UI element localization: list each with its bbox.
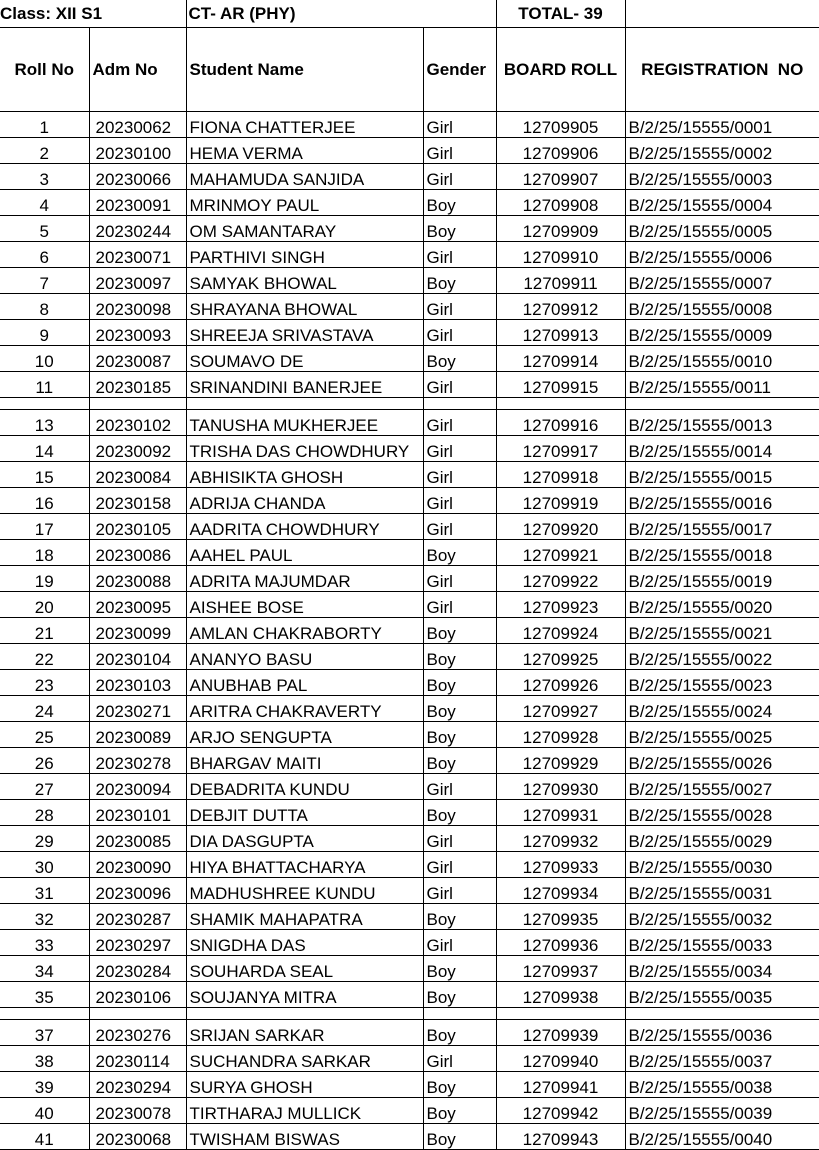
student-name-cell: SRINANDINI BANERJEE xyxy=(186,372,423,398)
registration-no-cell: B/2/25/15555/0008 xyxy=(625,294,819,320)
adm-no-cell: 20230087 xyxy=(89,346,186,372)
registration-no-cell: B/2/25/15555/0035 xyxy=(625,982,819,1008)
table-row xyxy=(0,592,819,618)
roll-no-cell: 31 xyxy=(0,878,89,904)
board-roll-cell: 12709927 xyxy=(496,696,625,722)
roll-no-cell: 8 xyxy=(0,294,89,320)
student-name-cell: SHRAYANA BHOWAL xyxy=(186,294,423,320)
registration-no-cell: B/2/25/15555/0024 xyxy=(625,696,819,722)
roll-no-cell: 23 xyxy=(0,670,89,696)
board-roll-cell: 12709905 xyxy=(496,112,625,138)
subject-label: CT- AR (PHY) xyxy=(186,0,496,28)
student-name-cell: SAMYAK BHOWAL xyxy=(186,268,423,294)
adm-no-cell: 20230096 xyxy=(89,878,186,904)
adm-no-cell: 20230278 xyxy=(89,748,186,774)
gender-cell: Girl xyxy=(423,410,496,436)
gender-cell: Boy xyxy=(423,644,496,670)
student-name-cell: OM SAMANTARAY xyxy=(186,216,423,242)
roll-no-cell: 4 xyxy=(0,190,89,216)
blank-cell xyxy=(423,398,496,410)
board-roll-cell: 12709920 xyxy=(496,514,625,540)
blank-cell xyxy=(625,1008,819,1020)
adm-no-cell: 20230068 xyxy=(89,1124,186,1150)
table-row xyxy=(0,1072,819,1098)
table-row xyxy=(0,982,819,1008)
adm-no-cell: 20230103 xyxy=(89,670,186,696)
student-name-cell: AISHEE BOSE xyxy=(186,592,423,618)
student-name-cell: SOUHARDA SEAL xyxy=(186,956,423,982)
gender-cell: Boy xyxy=(423,956,496,982)
roll-no-cell: 39 xyxy=(0,1072,89,1098)
header-registration-no: REGISTRATION NO xyxy=(625,28,819,112)
roll-no-cell: 38 xyxy=(0,1046,89,1072)
student-name-cell: DEBADRITA KUNDU xyxy=(186,774,423,800)
registration-no-cell: B/2/25/15555/0032 xyxy=(625,904,819,930)
table-row xyxy=(0,774,819,800)
table-row xyxy=(0,618,819,644)
adm-no-cell: 20230098 xyxy=(89,294,186,320)
board-roll-cell: 12709916 xyxy=(496,410,625,436)
adm-no-cell: 20230106 xyxy=(89,982,186,1008)
roll-no-cell: 9 xyxy=(0,320,89,346)
board-roll-cell: 12709940 xyxy=(496,1046,625,1072)
board-roll-cell: 12709937 xyxy=(496,956,625,982)
adm-no-cell: 20230090 xyxy=(89,852,186,878)
table-row xyxy=(0,346,819,372)
table-row xyxy=(0,800,819,826)
blank-cell xyxy=(625,398,819,410)
registration-no-cell: B/2/25/15555/0039 xyxy=(625,1098,819,1124)
table-row xyxy=(0,320,819,346)
registration-no-cell: B/2/25/15555/0029 xyxy=(625,826,819,852)
total-label: TOTAL- 39 xyxy=(496,0,625,28)
roll-no-cell: 35 xyxy=(0,982,89,1008)
gender-cell: Boy xyxy=(423,800,496,826)
table-row xyxy=(0,242,819,268)
student-name-cell: ADRITA MAJUMDAR xyxy=(186,566,423,592)
registration-no-cell: B/2/25/15555/0001 xyxy=(625,112,819,138)
table-row xyxy=(0,1046,819,1072)
roll-no-cell: 24 xyxy=(0,696,89,722)
roll-no-cell: 21 xyxy=(0,618,89,644)
table-row xyxy=(0,216,819,242)
gender-cell: Girl xyxy=(423,514,496,540)
board-roll-cell: 12709943 xyxy=(496,1124,625,1150)
board-roll-cell: 12709929 xyxy=(496,748,625,774)
board-roll-cell: 12709925 xyxy=(496,644,625,670)
student-name-cell: ABHISIKTA GHOSH xyxy=(186,462,423,488)
board-roll-cell: 12709942 xyxy=(496,1098,625,1124)
adm-no-cell: 20230185 xyxy=(89,372,186,398)
gender-cell: Girl xyxy=(423,294,496,320)
gender-cell: Boy xyxy=(423,982,496,1008)
header-roll-no: Roll No xyxy=(0,28,89,112)
student-name-cell: ANUBHAB PAL xyxy=(186,670,423,696)
registration-no-cell: B/2/25/15555/0037 xyxy=(625,1046,819,1072)
student-name-cell: TRISHA DAS CHOWDHURY xyxy=(186,436,423,462)
roll-no-cell: 19 xyxy=(0,566,89,592)
roll-no-cell: 10 xyxy=(0,346,89,372)
student-name-cell: TANUSHA MUKHERJEE xyxy=(186,410,423,436)
table-row xyxy=(0,1098,819,1124)
registration-no-cell: B/2/25/15555/0031 xyxy=(625,878,819,904)
gender-cell: Girl xyxy=(423,878,496,904)
adm-no-cell: 20230088 xyxy=(89,566,186,592)
header-board-roll: BOARD ROLL xyxy=(496,28,625,112)
board-roll-cell: 12709921 xyxy=(496,540,625,566)
board-roll-cell: 12709926 xyxy=(496,670,625,696)
table-row xyxy=(0,696,819,722)
roll-no-cell: 40 xyxy=(0,1098,89,1124)
gender-cell: Boy xyxy=(423,268,496,294)
board-roll-cell: 12709909 xyxy=(496,216,625,242)
header-student-name: Student Name xyxy=(186,28,423,112)
table-row xyxy=(0,164,819,190)
student-name-cell: DIA DASGUPTA xyxy=(186,826,423,852)
gender-cell: Boy xyxy=(423,670,496,696)
blank-cell xyxy=(423,1008,496,1020)
student-name-cell: HEMA VERMA xyxy=(186,138,423,164)
student-name-cell: SNIGDHA DAS xyxy=(186,930,423,956)
roll-no-cell: 15 xyxy=(0,462,89,488)
student-name-cell: SOUJANYA MITRA xyxy=(186,982,423,1008)
roll-no-cell: 13 xyxy=(0,410,89,436)
board-roll-cell: 12709923 xyxy=(496,592,625,618)
gender-cell: Boy xyxy=(423,1072,496,1098)
registration-no-cell: B/2/25/15555/0023 xyxy=(625,670,819,696)
gender-cell: Girl xyxy=(423,566,496,592)
student-name-cell: ARJO SENGUPTA xyxy=(186,722,423,748)
table-row xyxy=(0,112,819,138)
registration-no-cell: B/2/25/15555/0017 xyxy=(625,514,819,540)
registration-no-cell: B/2/25/15555/0022 xyxy=(625,644,819,670)
gender-cell: Girl xyxy=(423,826,496,852)
gender-cell: Girl xyxy=(423,138,496,164)
adm-no-cell: 20230091 xyxy=(89,190,186,216)
table-row xyxy=(0,826,819,852)
registration-no-cell: B/2/25/15555/0006 xyxy=(625,242,819,268)
table-row xyxy=(0,930,819,956)
blank-row xyxy=(0,398,819,410)
board-roll-cell: 12709914 xyxy=(496,346,625,372)
board-roll-cell: 12709911 xyxy=(496,268,625,294)
gender-cell: Girl xyxy=(423,488,496,514)
gender-cell: Girl xyxy=(423,320,496,346)
board-roll-cell: 12709936 xyxy=(496,930,625,956)
roll-no-cell: 41 xyxy=(0,1124,89,1150)
blank-row xyxy=(0,1008,819,1020)
header-adm-no: Adm No xyxy=(89,28,186,112)
roll-no-cell: 27 xyxy=(0,774,89,800)
blank-cell xyxy=(0,1008,89,1020)
board-roll-cell: 12709910 xyxy=(496,242,625,268)
gender-cell: Boy xyxy=(423,216,496,242)
roll-no-cell: 1 xyxy=(0,112,89,138)
table-row xyxy=(0,436,819,462)
board-roll-cell: 12709915 xyxy=(496,372,625,398)
gender-cell: Boy xyxy=(423,1020,496,1046)
table-row xyxy=(0,904,819,930)
student-name-cell: PARTHIVI SINGH xyxy=(186,242,423,268)
registration-no-cell: B/2/25/15555/0021 xyxy=(625,618,819,644)
board-roll-cell: 12709930 xyxy=(496,774,625,800)
registration-no-cell: B/2/25/15555/0003 xyxy=(625,164,819,190)
table-row xyxy=(0,566,819,592)
roll-no-cell: 7 xyxy=(0,268,89,294)
roll-no-cell: 26 xyxy=(0,748,89,774)
roll-no-cell: 30 xyxy=(0,852,89,878)
gender-cell: Girl xyxy=(423,164,496,190)
roll-no-cell: 6 xyxy=(0,242,89,268)
registration-no-cell: B/2/25/15555/0005 xyxy=(625,216,819,242)
adm-no-cell: 20230097 xyxy=(89,268,186,294)
registration-no-cell: B/2/25/15555/0036 xyxy=(625,1020,819,1046)
gender-cell: Girl xyxy=(423,242,496,268)
adm-no-cell: 20230099 xyxy=(89,618,186,644)
gender-cell: Girl xyxy=(423,462,496,488)
roll-no-cell: 18 xyxy=(0,540,89,566)
student-name-cell: TIRTHARAJ MULLICK xyxy=(186,1098,423,1124)
gender-cell: Boy xyxy=(423,346,496,372)
column-header-row xyxy=(0,28,819,112)
roll-no-cell: 17 xyxy=(0,514,89,540)
student-name-cell: ARITRA CHAKRAVERTY xyxy=(186,696,423,722)
blank-cell xyxy=(89,398,186,410)
adm-no-cell: 20230287 xyxy=(89,904,186,930)
registration-no-cell: B/2/25/15555/0014 xyxy=(625,436,819,462)
board-roll-cell: 12709919 xyxy=(496,488,625,514)
roll-no-cell: 11 xyxy=(0,372,89,398)
gender-cell: Boy xyxy=(423,904,496,930)
registration-no-cell: B/2/25/15555/0018 xyxy=(625,540,819,566)
adm-no-cell: 20230092 xyxy=(89,436,186,462)
gender-cell: Girl xyxy=(423,1046,496,1072)
board-roll-cell: 12709924 xyxy=(496,618,625,644)
registration-no-cell: B/2/25/15555/0038 xyxy=(625,1072,819,1098)
board-roll-cell: 12709917 xyxy=(496,436,625,462)
table-row xyxy=(0,294,819,320)
gender-cell: Girl xyxy=(423,372,496,398)
table-row xyxy=(0,852,819,878)
gender-cell: Boy xyxy=(423,618,496,644)
adm-no-cell: 20230271 xyxy=(89,696,186,722)
adm-no-cell: 20230093 xyxy=(89,320,186,346)
board-roll-cell: 12709913 xyxy=(496,320,625,346)
student-name-cell: SUCHANDRA SARKAR xyxy=(186,1046,423,1072)
adm-no-cell: 20230078 xyxy=(89,1098,186,1124)
adm-no-cell: 20230062 xyxy=(89,112,186,138)
registration-no-cell: B/2/25/15555/0040 xyxy=(625,1124,819,1150)
blank-cell xyxy=(89,1008,186,1020)
gender-cell: Girl xyxy=(423,774,496,800)
table-row xyxy=(0,138,819,164)
adm-no-cell: 20230101 xyxy=(89,800,186,826)
roll-no-cell: 34 xyxy=(0,956,89,982)
roll-no-cell: 3 xyxy=(0,164,89,190)
roll-no-cell: 2 xyxy=(0,138,89,164)
gender-cell: Girl xyxy=(423,436,496,462)
adm-no-cell: 20230085 xyxy=(89,826,186,852)
registration-no-cell: B/2/25/15555/0020 xyxy=(625,592,819,618)
table-row xyxy=(0,514,819,540)
board-roll-cell: 12709928 xyxy=(496,722,625,748)
roll-no-cell: 16 xyxy=(0,488,89,514)
table-row xyxy=(0,462,819,488)
adm-no-cell: 20230100 xyxy=(89,138,186,164)
board-roll-cell: 12709912 xyxy=(496,294,625,320)
table-row xyxy=(0,488,819,514)
table-row xyxy=(0,1124,819,1150)
gender-cell: Boy xyxy=(423,696,496,722)
registration-no-cell: B/2/25/15555/0010 xyxy=(625,346,819,372)
adm-no-cell: 20230104 xyxy=(89,644,186,670)
title-row-empty-cell xyxy=(625,0,819,28)
board-roll-cell: 12709906 xyxy=(496,138,625,164)
student-name-cell: ADRIJA CHANDA xyxy=(186,488,423,514)
student-name-cell: TWISHAM BISWAS xyxy=(186,1124,423,1150)
registration-no-cell: B/2/25/15555/0034 xyxy=(625,956,819,982)
table-row xyxy=(0,956,819,982)
table-row xyxy=(0,268,819,294)
registration-no-cell: B/2/25/15555/0028 xyxy=(625,800,819,826)
gender-cell: Boy xyxy=(423,540,496,566)
table-row xyxy=(0,722,819,748)
registration-no-cell: B/2/25/15555/0027 xyxy=(625,774,819,800)
registration-no-cell: B/2/25/15555/0030 xyxy=(625,852,819,878)
gender-cell: Boy xyxy=(423,1098,496,1124)
registration-no-cell: B/2/25/15555/0009 xyxy=(625,320,819,346)
roll-no-cell: 22 xyxy=(0,644,89,670)
adm-no-cell: 20230114 xyxy=(89,1046,186,1072)
adm-no-cell: 20230084 xyxy=(89,462,186,488)
board-roll-cell: 12709933 xyxy=(496,852,625,878)
registration-no-cell: B/2/25/15555/0026 xyxy=(625,748,819,774)
registration-no-cell: B/2/25/15555/0016 xyxy=(625,488,819,514)
adm-no-cell: 20230105 xyxy=(89,514,186,540)
student-name-cell: SURYA GHOSH xyxy=(186,1072,423,1098)
registration-no-cell: B/2/25/15555/0019 xyxy=(625,566,819,592)
board-roll-cell: 12709907 xyxy=(496,164,625,190)
board-roll-cell: 12709908 xyxy=(496,190,625,216)
board-roll-cell: 12709938 xyxy=(496,982,625,1008)
roll-no-cell: 28 xyxy=(0,800,89,826)
student-name-cell: BHARGAV MAITI xyxy=(186,748,423,774)
roll-no-cell: 5 xyxy=(0,216,89,242)
board-roll-cell: 12709931 xyxy=(496,800,625,826)
student-name-cell: DEBJIT DUTTA xyxy=(186,800,423,826)
gender-cell: Girl xyxy=(423,112,496,138)
table-row xyxy=(0,190,819,216)
roll-no-cell: 20 xyxy=(0,592,89,618)
gender-cell: Boy xyxy=(423,1124,496,1150)
table-row xyxy=(0,410,819,436)
student-name-cell: ANANYO BASU xyxy=(186,644,423,670)
student-name-cell: AAHEL PAUL xyxy=(186,540,423,566)
adm-no-cell: 20230284 xyxy=(89,956,186,982)
adm-no-cell: 20230071 xyxy=(89,242,186,268)
student-name-cell: SHAMIK MAHAPATRA xyxy=(186,904,423,930)
board-roll-cell: 12709941 xyxy=(496,1072,625,1098)
table-row xyxy=(0,644,819,670)
registration-no-cell: B/2/25/15555/0011 xyxy=(625,372,819,398)
student-name-cell: AMLAN CHAKRABORTY xyxy=(186,618,423,644)
registration-no-cell: B/2/25/15555/0013 xyxy=(625,410,819,436)
blank-cell xyxy=(496,398,625,410)
class-label: Class: XII S1 xyxy=(0,0,186,28)
student-name-cell: MADHUSHREE KUNDU xyxy=(186,878,423,904)
table-row xyxy=(0,670,819,696)
adm-no-cell: 20230102 xyxy=(89,410,186,436)
adm-no-cell: 20230294 xyxy=(89,1072,186,1098)
student-name-cell: MAHAMUDA SANJIDA xyxy=(186,164,423,190)
registration-no-cell: B/2/25/15555/0015 xyxy=(625,462,819,488)
adm-no-cell: 20230066 xyxy=(89,164,186,190)
adm-no-cell: 20230086 xyxy=(89,540,186,566)
board-roll-cell: 12709939 xyxy=(496,1020,625,1046)
roll-no-cell: 32 xyxy=(0,904,89,930)
registration-no-cell: B/2/25/15555/0002 xyxy=(625,138,819,164)
gender-cell: Boy xyxy=(423,190,496,216)
registration-no-cell: B/2/25/15555/0007 xyxy=(625,268,819,294)
student-name-cell: FIONA CHATTERJEE xyxy=(186,112,423,138)
adm-no-cell: 20230244 xyxy=(89,216,186,242)
adm-no-cell: 20230276 xyxy=(89,1020,186,1046)
board-roll-cell: 12709934 xyxy=(496,878,625,904)
table-row xyxy=(0,372,819,398)
header-gender: Gender xyxy=(423,28,496,112)
blank-cell xyxy=(0,398,89,410)
registration-no-cell: B/2/25/15555/0004 xyxy=(625,190,819,216)
board-roll-cell: 12709932 xyxy=(496,826,625,852)
gender-cell: Girl xyxy=(423,592,496,618)
roll-no-cell: 29 xyxy=(0,826,89,852)
adm-no-cell: 20230297 xyxy=(89,930,186,956)
table-row xyxy=(0,1020,819,1046)
table-row xyxy=(0,878,819,904)
student-name-cell: AADRITA CHOWDHURY xyxy=(186,514,423,540)
student-name-cell: SRIJAN SARKAR xyxy=(186,1020,423,1046)
gender-cell: Girl xyxy=(423,852,496,878)
blank-cell xyxy=(186,1008,423,1020)
roll-no-cell: 33 xyxy=(0,930,89,956)
student-name-cell: HIYA BHATTACHARYA xyxy=(186,852,423,878)
roll-no-cell: 25 xyxy=(0,722,89,748)
board-roll-cell: 12709918 xyxy=(496,462,625,488)
roll-no-cell: 37 xyxy=(0,1020,89,1046)
student-name-cell: SHREEJA SRIVASTAVA xyxy=(186,320,423,346)
adm-no-cell: 20230094 xyxy=(89,774,186,800)
blank-cell xyxy=(496,1008,625,1020)
board-roll-cell: 12709922 xyxy=(496,566,625,592)
roll-no-cell: 14 xyxy=(0,436,89,462)
registration-no-cell: B/2/25/15555/0025 xyxy=(625,722,819,748)
blank-cell xyxy=(186,398,423,410)
board-roll-cell: 12709935 xyxy=(496,904,625,930)
gender-cell: Boy xyxy=(423,748,496,774)
table-row xyxy=(0,540,819,566)
gender-cell: Boy xyxy=(423,722,496,748)
student-name-cell: MRINMOY PAUL xyxy=(186,190,423,216)
adm-no-cell: 20230095 xyxy=(89,592,186,618)
registration-no-cell: B/2/25/15555/0033 xyxy=(625,930,819,956)
gender-cell: Girl xyxy=(423,930,496,956)
table-row xyxy=(0,748,819,774)
adm-no-cell: 20230158 xyxy=(89,488,186,514)
adm-no-cell: 20230089 xyxy=(89,722,186,748)
title-row xyxy=(0,0,819,28)
student-name-cell: SOUMAVO DE xyxy=(186,346,423,372)
